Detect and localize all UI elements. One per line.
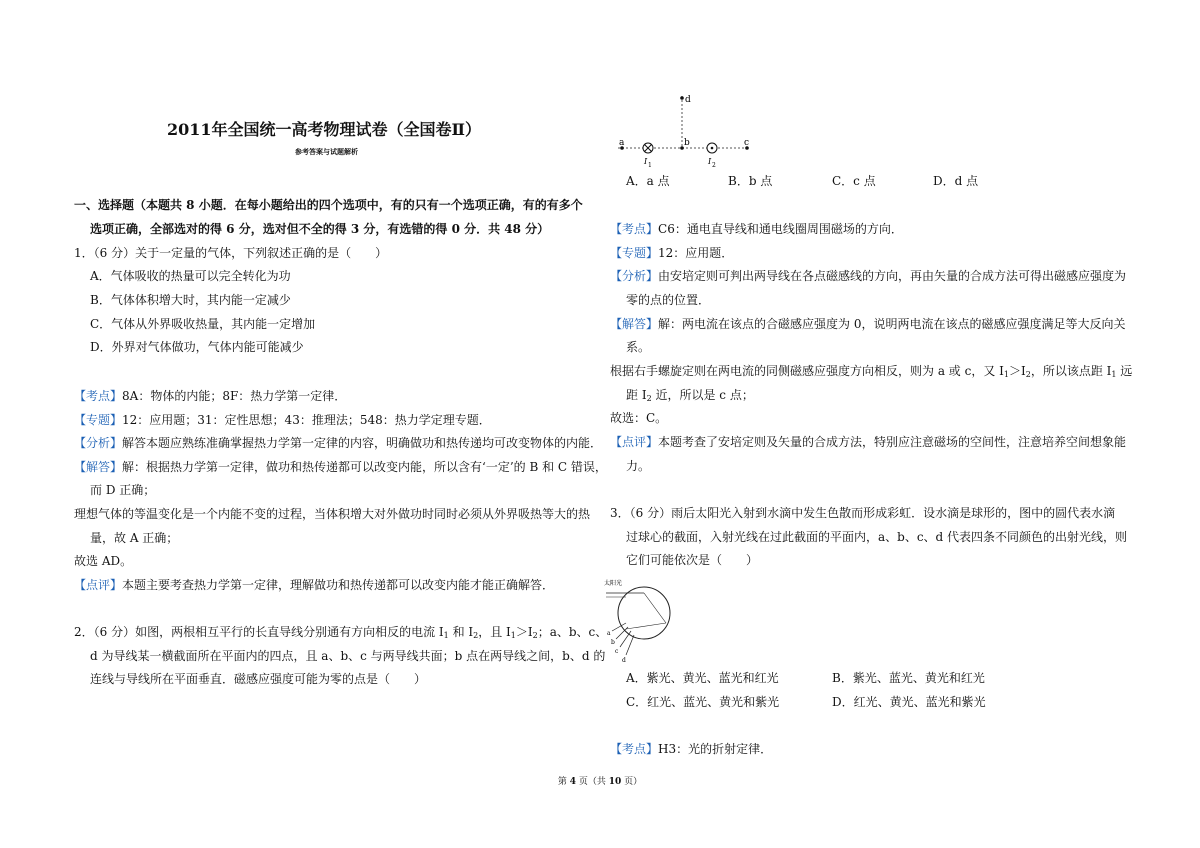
footer-pre: 第 (557, 777, 570, 787)
q3-raindrop-figure (604, 575, 684, 665)
q2-jieda-text4 (626, 383, 754, 407)
q3-raindrop-circle (618, 587, 670, 639)
tag-dianping: 【点评】 (74, 578, 123, 592)
q2-jieda-text1: 解：两电流在该点的合磁感应强度为 0，说明两电流在该点的磁感应强度满足等大反向关 (658, 317, 1126, 331)
q2-jieda3-part2: ＞I (1008, 364, 1026, 378)
q2-stem-part3: ，且 I (478, 625, 511, 639)
q2-option-a: A．a 点 (626, 174, 670, 188)
q3-option-a: A．紫光、黄光、蓝光和红光 (626, 671, 779, 685)
q1-stem: 1．（6 分）关于一定量的气体，下列叙述正确的是（ ） (74, 246, 388, 260)
q2-fenxi-text1: 由安培定则可判出两导线在各点磁感线的方向，再由矢量的合成方法可得出磁感应强度为 (658, 269, 1127, 283)
q3-kaodian (610, 737, 772, 761)
q1-option-c: C．气体从外界吸收热量，其内能一定增加 (90, 317, 316, 331)
q1-jieda (74, 455, 607, 479)
q2-label-i1-sub: 1 (648, 162, 652, 169)
q2-sub1: 1 (443, 631, 449, 640)
q3-option-d: D．红光、黄光、蓝光和紫光 (832, 695, 986, 709)
q1-jieda-text1: 解：根据热力学第一定律，做功和热传递都可以改变内能，所以含有‘一定’的 B 和 C 错误， (122, 460, 607, 474)
q2-option-b: B．b 点 (728, 174, 773, 188)
q2-stem-part2: 和 I (448, 625, 474, 639)
page-title: 2011年全国统一高考物理试卷（全国卷Ⅱ） (167, 120, 482, 139)
q2-dianping-text2: 力。 (626, 459, 651, 473)
q2-sub2b: 2 (532, 631, 538, 640)
page-footer (0, 774, 1200, 787)
q1-zhuanti-text: 12：应用题；31：定性思想；43：推理法；548：热力学定理专题． (122, 413, 491, 427)
q2-label-b: b (684, 138, 690, 148)
q3-tag-kaodian: 【考点】 (610, 742, 659, 756)
q2-tag-fenxi: 【分析】 (610, 269, 659, 283)
q2-jieda3-part4: 远 (1116, 364, 1133, 378)
q3-exit-ray-d (626, 635, 634, 655)
q2-kaodian-text: C6：通电直导线和通电线圈周围磁场的方向． (658, 222, 903, 236)
q1-zhuanti (74, 408, 491, 432)
q1-dianping-text: 本题主要考查热力学第一定律，理解做功和热传递都可以改变内能才能正确解答． (122, 578, 555, 592)
q1-fenxi (74, 431, 602, 455)
q2-sub1b: 1 (510, 631, 516, 640)
q1-option-d: D．外界对气体做功，气体内能可能减少 (90, 340, 304, 354)
q2-stem-part4: ＞I (515, 625, 533, 639)
q2-dianping-text1: 本题考查了安培定则及矢量的合成方法，特别应注意磁场的空间性，注意培养空间想象能 (658, 435, 1127, 449)
q1-jieda-text3: 理想气体的等温变化是一个内能不变的过程，当体积增大对外做功时同时必须从外界吸热等大的热 (74, 507, 591, 521)
q2-jieda-text3 (610, 359, 1132, 383)
q2-label-i2: I (708, 157, 712, 166)
q3-letter-b: b (611, 639, 615, 646)
q2-jieda3-sub1: 1 (1003, 370, 1009, 379)
q2-jieda4-part2: 近，所以是 c 点； (651, 388, 754, 402)
q2-fenxi-text2: 零的点的位置． (626, 293, 711, 307)
q2-tag-jieda: 【解答】 (610, 317, 659, 331)
footer-post: 页） (621, 777, 643, 787)
q2-jieda-text2: 系。 (626, 340, 651, 354)
q1-option-a: A．气体吸收的热量可以完全转化为功 (90, 269, 291, 283)
q1-option-b: B．气体体积增大时，其内能一定减少 (90, 293, 291, 307)
q2-jieda4-sub: 2 (646, 394, 652, 403)
page-number: 4 (569, 777, 576, 787)
q2-point-d (680, 96, 684, 100)
q2-zhuanti-text: 12：应用题． (658, 246, 734, 260)
q2-jieda3-part3: ，所以该点距 I (1030, 364, 1112, 378)
q2-stem-line3: 连线与导线所在平面垂直．磁感应强度可能为零的点是（ ） (90, 672, 427, 686)
q2-label-i1: I (644, 157, 648, 166)
q3-stem-line1: 3．（6 分）雨后太阳光入射到水滴中发生色散而形成彩虹．设水滴是球形的，图中的圆代表水滴 (610, 506, 1116, 520)
section-heading-line1: 一、选择题（本题共 8 小题．在每小题给出的四个选项中，有的只有一个选项正确，有的有多个 (74, 198, 583, 212)
q1-dianping (74, 573, 554, 597)
q2-zhuanti (610, 241, 733, 265)
q3-stem-line2: 过球心的截面，入射光线在过此截面的平面内，a、b、c、d 代表四条不同颜色的出射光线，则 (626, 530, 1128, 544)
q2-option-d: D．d 点 (933, 174, 979, 188)
tag-kaodian: 【考点】 (74, 389, 123, 403)
q2-option-c: C．c 点 (832, 174, 876, 188)
q3-letter-d: d (622, 657, 626, 664)
footer-mid: 页（共 (576, 777, 609, 787)
q2-kaodian (610, 217, 903, 241)
q3-option-b: B．紫光、蓝光、黄光和红光 (832, 671, 985, 685)
q3-letter-c: c (615, 648, 619, 655)
q2-stem-part1: 2．（6 分）如图，两根相互平行的长直导线分别通有方向相反的电流 I (74, 625, 444, 639)
q2-jieda3-sub2: 2 (1025, 370, 1031, 379)
page-subtitle: 参考答案与试题解析 (295, 147, 358, 156)
q3-stem-line3: 它们可能依次是（ ） (626, 553, 759, 567)
q1-jieda-text4: 量，故 A 正确； (90, 531, 179, 545)
q1-jieda-text5: 故选 AD。 (74, 554, 133, 568)
q2-jieda3-part1: 根据右手螺旋定则在两电流的同侧磁感应强度方向相反，则为 a 或 c，又 I (610, 364, 1004, 378)
q2-jieda (610, 312, 1125, 336)
q2-tag-kaodian: 【考点】 (610, 222, 659, 236)
q2-stem-line1 (74, 620, 607, 644)
tag-fenxi: 【分析】 (74, 436, 123, 450)
q1-kaodian-text: 8A：物体的内能；8F：热力学第一定律． (122, 389, 347, 403)
q3-fig-label: 太阳光 (604, 580, 623, 587)
q2-wire-figure (610, 88, 760, 172)
page-total: 10 (608, 777, 622, 787)
q3-letter-a: a (607, 630, 611, 637)
q2-wire2-dot (711, 147, 714, 150)
q3-reflected-ray (626, 623, 666, 629)
q2-jieda-text5: 故选：C。 (610, 411, 668, 425)
q3-exit-ray-b (616, 627, 628, 639)
q2-stem-part5: ；a、b、c、 (537, 625, 608, 639)
q1-fenxi-text: 解答本题应熟练准确掌握热力学第一定律的内容，明确做功和热传递均可改变物体的内能． (122, 436, 603, 450)
q1-kaodian (74, 384, 346, 408)
q2-tag-dianping: 【点评】 (610, 435, 659, 449)
tag-zhuanti: 【专题】 (74, 413, 123, 427)
q2-stem-line2: d 为导线某一横截面所在平面内的四点，且 a、b、c 与两导线共面；b 点在两导线之间，b、d 的 (90, 649, 606, 663)
q2-jieda4-part1: 距 I (626, 388, 647, 402)
tag-jieda: 【解答】 (74, 460, 123, 474)
q3-kaodian-text: H3：光的折射定律． (658, 742, 773, 756)
q3-internal-ray (644, 593, 666, 623)
q2-dianping (610, 430, 1126, 454)
q2-tag-zhuanti: 【专题】 (610, 246, 659, 260)
section-heading-line2: 选项正确，全部选对的得 6 分，选对但不全的得 3 分，有选错的得 0 分．共 48 分） (90, 222, 550, 236)
q2-fenxi (610, 264, 1126, 288)
q1-jieda-text2: 而 D 正确； (90, 483, 156, 497)
q2-jieda3-sub3: 1 (1111, 370, 1117, 379)
q2-label-c: c (744, 138, 750, 148)
q3-option-c: C．红光、蓝光、黄光和紫光 (626, 695, 780, 709)
q2-label-a: a (619, 138, 625, 148)
q2-label-d: d (685, 95, 691, 105)
q2-sub2: 2 (473, 631, 479, 640)
q2-label-i2-sub: 2 (712, 162, 716, 169)
